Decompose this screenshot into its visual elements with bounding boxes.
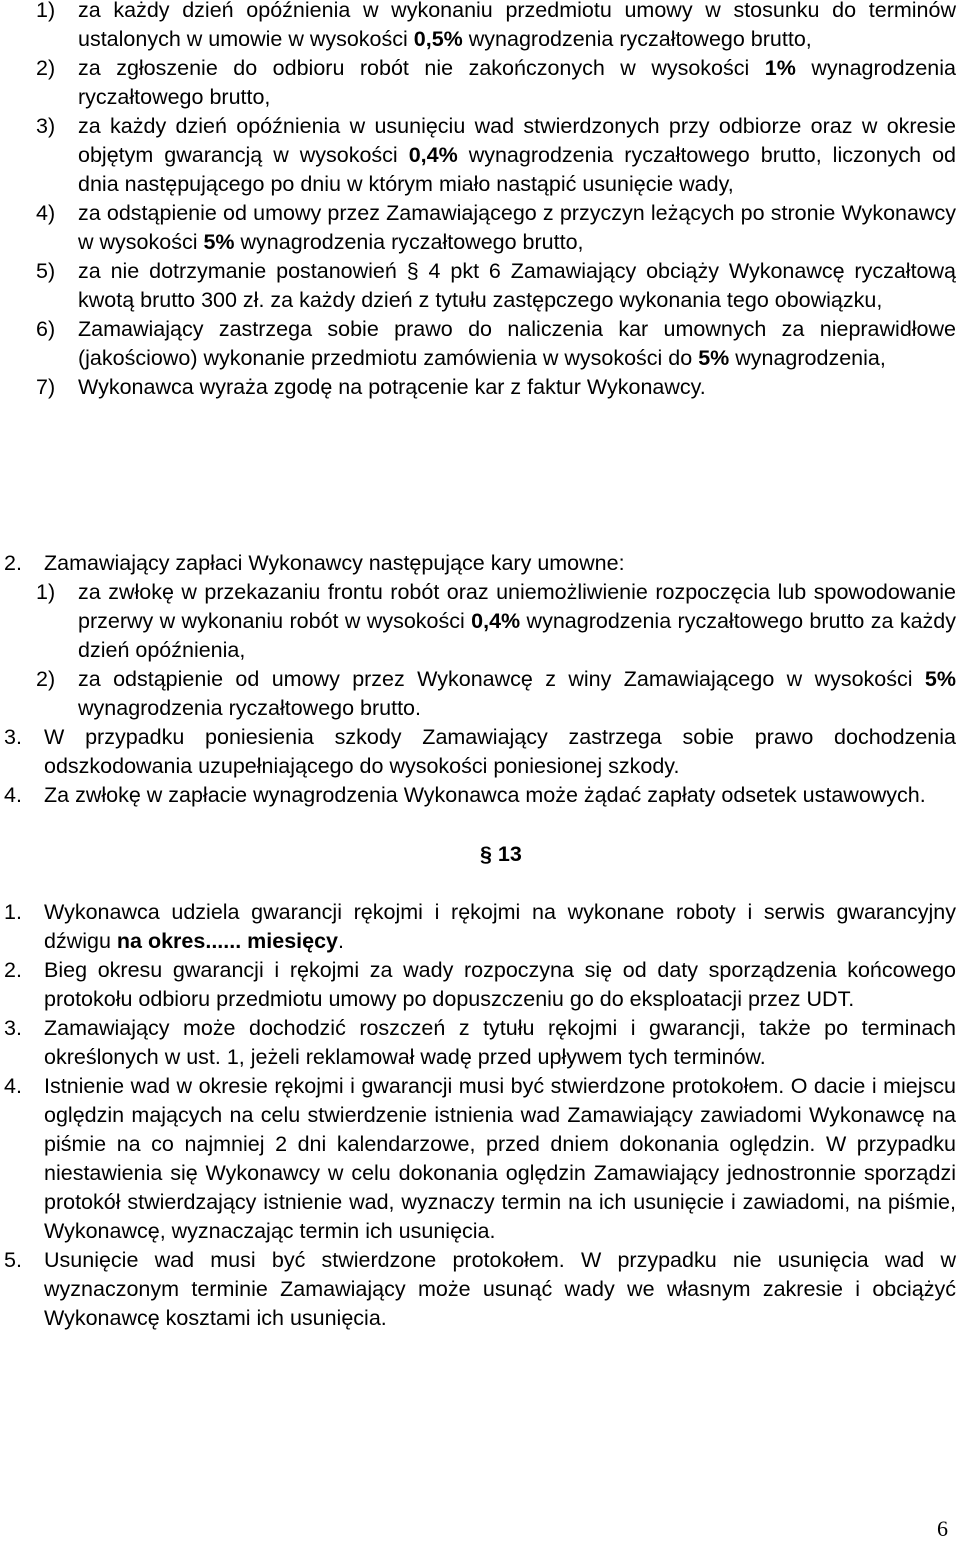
paragraph: 2. Zamawiający zapłaci Wykonawcy następujące kary umowne: bbox=[4, 551, 625, 575]
paragraph: 4. Za zwłokę w zapłacie wynagrodzenia Wykonawca może żądać zapłaty odsetek ustawowych. bbox=[4, 783, 926, 807]
list-item: 2) za odstąpienie od umowy przez Wykonawcę z winy Zamawiającego w wysokości 5% wynagrodzenia ryczałtowego brutto. bbox=[36, 667, 956, 720]
penalty-list-employer bbox=[0, 549, 960, 810]
list-item: 3) za każdy dzień opóźnienia w usunięciu wad stwierdzonych przy odbiorze oraz w okresie objętym gwarancją w wysokości 0,4% wynagrodzenia ryczałtowego brutto, liczonych od dnia następującego po dniu w którym miało nastąpić usunięcie wady, bbox=[36, 114, 956, 196]
penalty-list-contractor bbox=[0, 0, 960, 402]
paragraph: 1. Wykonawca udziela gwarancji rękojmi i rękojmi na wykonane roboty i serwis gwarancyjny dźwigu na okres...... miesięcy. bbox=[4, 900, 956, 953]
paragraph: 3. Zamawiający może dochodzić roszczeń z tytułu rękojmi i gwarancji, także po terminach określonych w ust. 1, jeżeli reklamował wadę przed upływem tych terminów. bbox=[4, 1016, 956, 1069]
paragraph: 3. W przypadku poniesienia szkody Zamawiający zastrzega sobie prawo dochodzenia odszkodowania uzupełniającego do wysokości poniesionej szkody. bbox=[4, 725, 956, 778]
page-number: 6 bbox=[937, 1516, 948, 1541]
list-item: 6) Zamawiający zastrzega sobie prawo do naliczenia kar umownych za nieprawidłowe (jakościowo) wykonanie przedmiotu zamówienia w wysokości do 5% wynagrodzenia, bbox=[36, 317, 956, 370]
list-item: 2) za zgłoszenie do odbioru robót nie zakończonych w wysokości 1% wynagrodzenia ryczałtowego brutto, bbox=[36, 56, 956, 109]
paragraph: 2. Bieg okresu gwarancji i rękojmi za wady rozpoczyna się od daty sporządzenia końcowego protokołu odbioru przedmiotu umowy po dopuszczeniu go do eksploatacji przez UDT. bbox=[4, 958, 956, 1011]
paragraph: 4. Istnienie wad w okresie rękojmi i gwarancji musi być stwierdzone protokołem. O dacie i miejscu oględzin mających na celu stwierdzenie istnienia wad Zamawiający zawiadomi Wykonawcę na piśmie na co najmniej 2 dni kalendarzowe, przed dniem dokonania oględzin. W przypadku niestawienia się Wykonawcy w celu dokonania oględzin Zamawiający jednostronnie sporządzi protokół stwierdzający istnienie wad, wyznaczy termin na ich usunięcie i zawiadomi, na piśmie, Wykonawcę, wyznaczając termin ich usunięcia. bbox=[4, 1074, 956, 1243]
list-item: 4) za odstąpienie od umowy przez Zamawiającego z przyczyn leżących po stronie Wykonawcy w wysokości 5% wynagrodzenia ryczałtowego brutto, bbox=[36, 201, 956, 254]
list-item: 5) za nie dotrzymanie postanowień § 4 pkt 6 Zamawiający obciąży Wykonawcę ryczałtową kwotą brutto 300 zł. za każdy dzień z tytułu zastępczego wykonania tego obowiązku, bbox=[36, 259, 956, 312]
section-heading: § 13 bbox=[480, 842, 522, 866]
warranty-section bbox=[0, 898, 960, 1333]
paragraph: 5. Usunięcie wad musi być stwierdzone protokołem. W przypadku nie usunięcia wad w wyznaczonym terminie Zamawiający może usunąć wady we własnym zakresie i obciążyć Wykonawcę kosztami ich usunięcia. bbox=[4, 1248, 956, 1330]
list-item: 1) za zwłokę w przekazaniu frontu robót oraz uniemożliwienie rozpoczęcia lub spowodowanie przerwy w wykonaniu robót w wysokości 0,4% wynagrodzenia ryczałtowego brutto za każdy dzień opóźnienia, bbox=[36, 580, 957, 662]
list-item: 1) za każdy dzień opóźnienia w wykonaniu przedmiotu umowy w stosunku do terminów ustalonych w umowie w wysokości 0,5% wynagrodzenia ryczałtowego brutto, bbox=[36, 0, 956, 51]
list-item: 7) Wykonawca wyraża zgodę na potrącenie kar z faktur Wykonawcy. bbox=[36, 375, 706, 399]
